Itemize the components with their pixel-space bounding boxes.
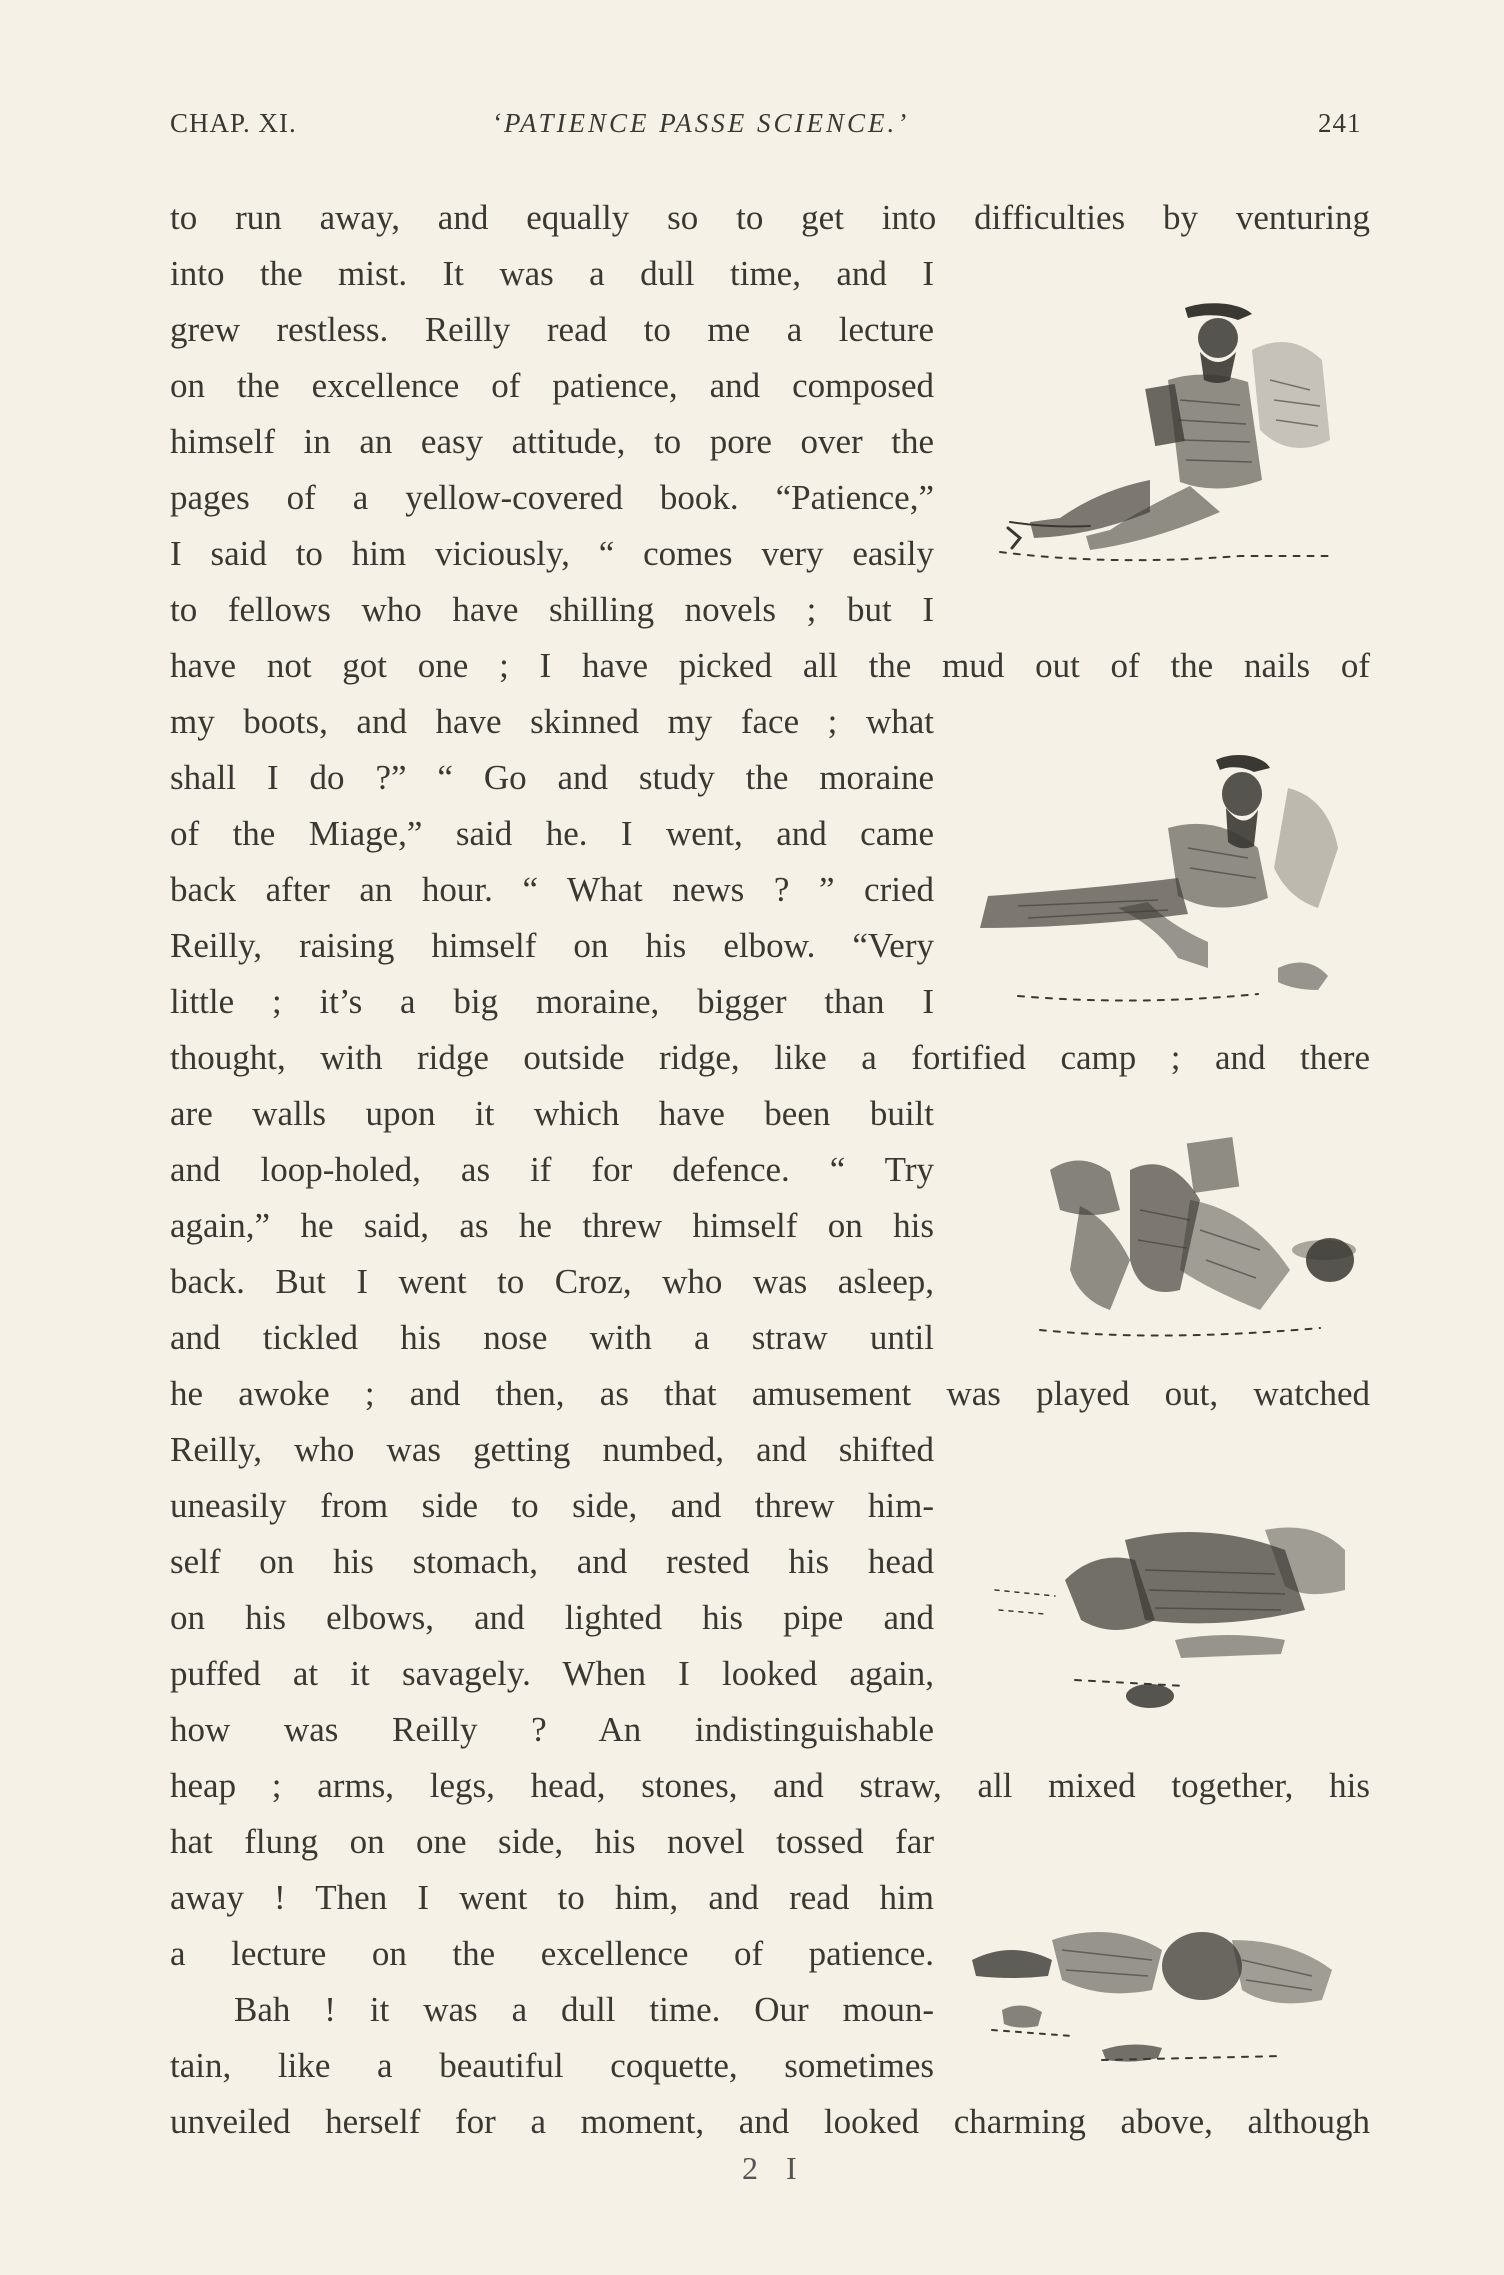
- text-line: away ! Then I went to him, and read him: [170, 1878, 934, 1917]
- text-line: pages of a yellow-covered book. “Patience,”: [170, 478, 934, 517]
- running-head-title: ‘PATIENCE PASSE SCIENCE.’: [492, 108, 910, 138]
- text-line: have not got one ; I have picked all the mud out of the nails of: [170, 646, 1370, 685]
- illustration-man-on-stomach: [985, 1490, 1365, 1720]
- illustration-man-on-back: [1020, 1110, 1380, 1360]
- text-line: heap ; arms, legs, head, stones, and straw, all mixed together, his: [170, 1766, 1370, 1805]
- text-line: Bah ! it was a dull time. Our moun-: [234, 1990, 934, 2029]
- text-line: himself in an easy attitude, to pore over the: [170, 422, 934, 461]
- text-line: on the excellence of patience, and composed: [170, 366, 934, 405]
- page-number: 241: [1318, 108, 1362, 138]
- text-line: to run away, and equally so to get into difficulties by venturing: [170, 198, 1370, 237]
- text-line: and tickled his nose with a straw until: [170, 1318, 934, 1357]
- text-line: how was Reilly ? An indistinguishable: [170, 1710, 934, 1749]
- text-line: back. But I went to Croz, who was asleep,: [170, 1262, 934, 1301]
- text-line: hat flung on one side, his novel tossed far: [170, 1822, 934, 1861]
- illustration-reading-man: [990, 290, 1360, 590]
- text-line: tain, like a beautiful coquette, sometimes: [170, 2046, 934, 2085]
- text-line: little ; it’s a big moraine, bigger than I: [170, 982, 934, 1021]
- text-line: a lecture on the excellence of patience.: [170, 1934, 934, 1973]
- text-line: of the Miage,” said he. I went, and came: [170, 814, 934, 853]
- text-line: are walls upon it which have been built: [170, 1094, 934, 1133]
- running-head-chapter: CHAP. XI.: [170, 108, 297, 138]
- text-line: unveiled herself for a moment, and looked charming above, although: [170, 2102, 1370, 2141]
- illustration-reclining-man: [958, 728, 1358, 1018]
- text-line: self on his stomach, and rested his head: [170, 1542, 934, 1581]
- text-line: and loop-holed, as if for defence. “ Try: [170, 1150, 934, 1189]
- text-line: puffed at it savagely. When I looked again,: [170, 1654, 934, 1693]
- text-line: thought, with ridge outside ridge, like a fortified camp ; and there: [170, 1038, 1370, 1077]
- text-line: on his elbows, and lighted his pipe and: [170, 1598, 934, 1637]
- text-line: into the mist. It was a dull time, and I: [170, 254, 934, 293]
- text-line: grew restless. Reilly read to me a lecture: [170, 310, 934, 349]
- text-line: again,” he said, as he threw himself on his: [170, 1206, 934, 1245]
- text-line: back after an hour. “ What news ? ” cried: [170, 870, 934, 909]
- text-line: shall I do ?” “ Go and study the moraine: [170, 758, 934, 797]
- text-line: I said to him viciously, “ comes very easily: [170, 534, 934, 573]
- illustration-heap: [962, 1880, 1362, 2090]
- text-line: my boots, and have skinned my face ; what: [170, 702, 934, 741]
- signature-mark: 2 I: [742, 2150, 807, 2186]
- text-line: he awoke ; and then, as that amusement was played out, watched: [170, 1374, 1370, 1413]
- text-line: to fellows who have shilling novels ; but I: [170, 590, 934, 629]
- text-line: Reilly, raising himself on his elbow. “Very: [170, 926, 934, 965]
- text-line: uneasily from side to side, and threw him-: [170, 1486, 934, 1525]
- text-line: Reilly, who was getting numbed, and shifted: [170, 1430, 934, 1469]
